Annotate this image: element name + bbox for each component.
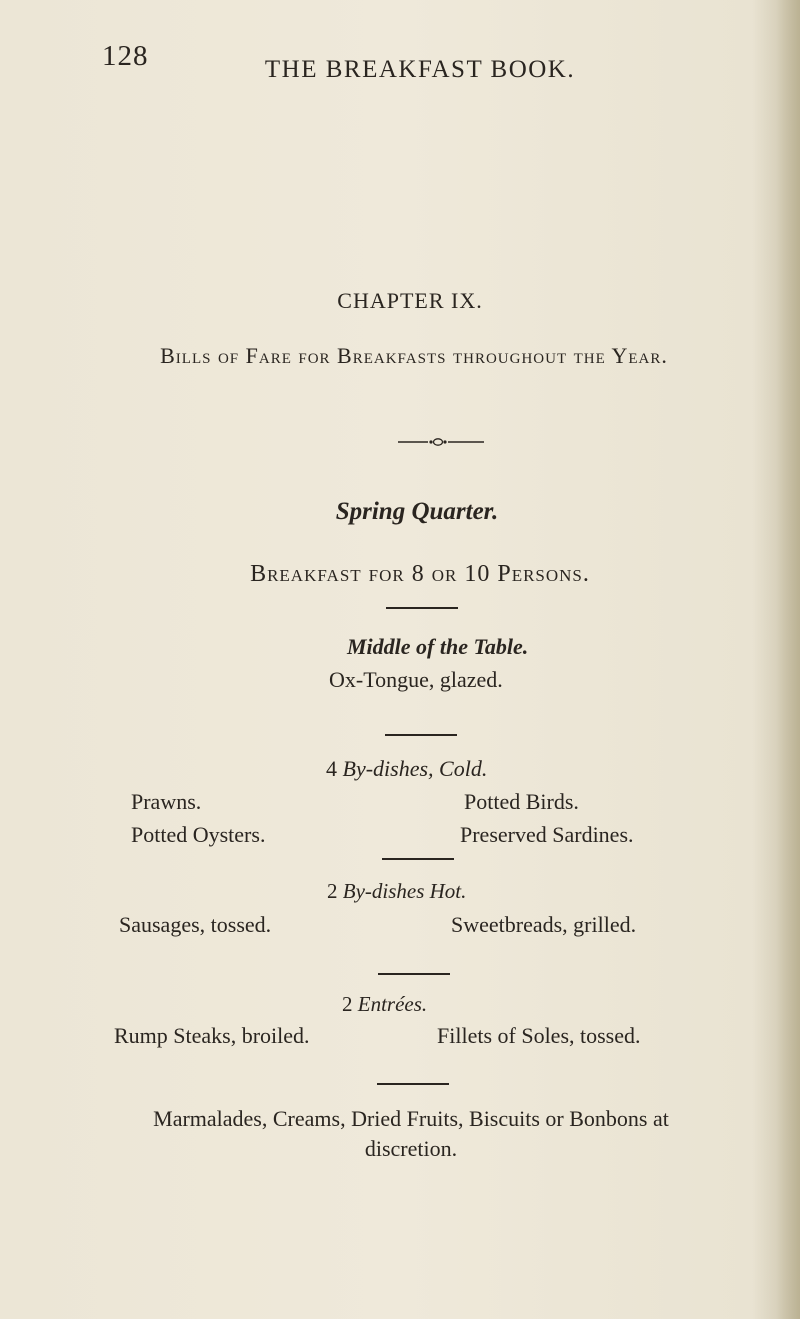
- divider-rule: [378, 973, 450, 975]
- closing-note: Marmalades, Creams, Dried Fruits, Biscuits or Bonbons at discretion.: [153, 1106, 669, 1161]
- entrees-heading-text: Entrées.: [352, 992, 428, 1016]
- running-head: THE BREAKFAST BOOK.: [264, 56, 576, 83]
- chapter-subtitle: Bills of Fare for Breakfasts throughout the Year.: [160, 343, 668, 368]
- divider-rule: [382, 858, 454, 860]
- menu-item: Rump Steaks, broiled.: [114, 1023, 310, 1048]
- middle-table-heading: [347, 634, 528, 660]
- menu-item: Potted Birds.: [464, 789, 579, 814]
- ornament-divider: [398, 435, 484, 449]
- middle-heading-end: Table.: [473, 634, 529, 659]
- cold-heading-text: By-dishes, Cold.: [337, 756, 488, 781]
- cold-bydishes-heading: [326, 756, 487, 782]
- quarter-title: Spring Quarter.: [335, 498, 499, 525]
- middle-heading-italic: Middle of the: [347, 634, 468, 659]
- menu-item: Preserved Sardines.: [460, 822, 634, 847]
- middle-table-item: Ox-Tongue, glazed.: [329, 667, 503, 692]
- menu-item: Potted Oysters.: [131, 822, 266, 847]
- divider-rule: [385, 734, 457, 736]
- divider-rule: [377, 1083, 449, 1085]
- menu-item: Prawns.: [131, 789, 202, 814]
- menu-item: Fillets of Soles, tossed.: [437, 1023, 641, 1048]
- page-edge-shadow: [776, 0, 800, 1319]
- hot-heading-number: 2: [327, 879, 338, 903]
- page-number: 128: [102, 40, 149, 72]
- chapter-heading: CHAPTER IX.: [337, 288, 483, 313]
- breakfast-subtitle: Breakfast for 8 or 10 Persons.: [250, 561, 590, 587]
- entrees-heading: [342, 992, 427, 1017]
- entrees-heading-number: 2: [342, 992, 353, 1016]
- menu-item: Sausages, tossed.: [119, 912, 272, 937]
- hot-bydishes-heading: [327, 879, 466, 904]
- menu-item: Sweetbreads, grilled.: [451, 912, 637, 937]
- cold-heading-number: 4: [326, 756, 337, 781]
- hot-heading-text: By-dishes Hot.: [337, 879, 467, 903]
- divider-rule: [386, 607, 458, 609]
